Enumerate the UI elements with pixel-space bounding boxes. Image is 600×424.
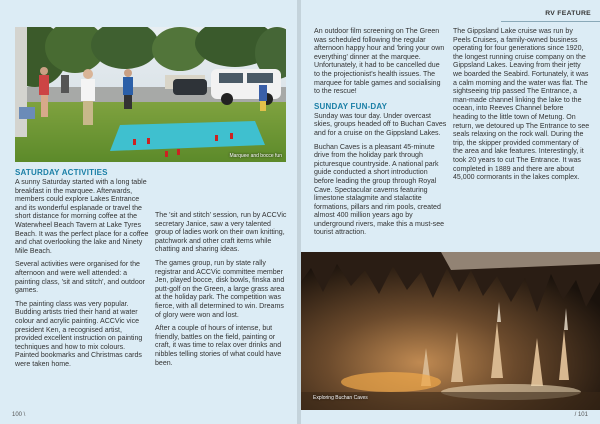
left-column-2 — [155, 212, 289, 373]
right-page — [301, 0, 600, 424]
paragraph: After a couple of hours of intense, but friendly, battles on the field, painting or craft, it was time to relax over drinks and nibbles telling stories of what could have been. — [155, 325, 282, 367]
right-column-1 — [314, 28, 447, 243]
page-number: / 101 — [574, 412, 588, 418]
photo-caption: Marquee and bocce fun — [229, 153, 282, 159]
paragraph: A sunny Saturday started with a long table breakfast in the marquee. Afterwards, members could explore Lakes Entrance and its wonderful esplanade or travel the short distance for morning coffee at the Waterwheel Beach Tavern at Lake Tyres Beach. It was the perfect place for a coffee and chat overlooking the lake and Ninety Mile Beach. — [15, 179, 149, 255]
paragraph: The games group, run by state rally registrar and ACCVic committee member Jen, played bocce, disk bowls, finska and putt-golf on the Green, a large grass area at the holiday park. The competition was fierce, with all determined to win. Dreams of glory were won and lost. — [155, 259, 285, 319]
feature-tag: RV FEATURE — [545, 10, 591, 17]
marquee-bocce-photo — [15, 27, 286, 162]
left-column-1 — [15, 168, 150, 374]
section-heading: SATURDAY ACTIVITIES — [15, 168, 108, 177]
section-heading: SUNDAY FUN-DAY — [314, 101, 388, 111]
paragraph: The painting class was very popular. Budding artists tried their hand at water colour and acrylic painting. ACCVic vice president Ken, a recognised artist, provided excellent instruction on painting techniques and how to mix colours. Painted bookmarks and Christmas cards were taken home. — [15, 300, 143, 368]
paragraph: Buchan Caves is a pleasant 45-minute drive from the holiday park through picturesque countryside. A national park guide conducted a short introduction before leading the group through Royal Cave. Spectacular caverns featuring limestone stalagmite and stalactite formations, pillars and rim pools, created almost 400 million years ago by underground rivers, make this a must-see tourist attraction. — [314, 143, 445, 237]
paragraph: Several activities were organised for the afternoon and were well attended: a painting class, 'sit and stitch', and outdoor games. — [15, 261, 146, 295]
paragraph: An outdoor film screening on The Green was scheduled following the regular afternoon happy hour and 'bring your own everything' dinner at the marquee. Unfortunately, it had to be cancelled due to the projectionist's health issues. The marquee for table games and socialising to the rescue! — [314, 28, 445, 96]
paragraph: Sunday was tour day. Under overcast skies, groups headed off to Buchan Caves and for a cruise on the Gippsland Lakes. — [314, 112, 447, 137]
paragraph: The Gippsland Lake cruise was run by Peels Cruises, a family-owned business operating for four generations since 1920, the longest running cruise company on the Gippsland Lakes. Leaving from their jetty we boarded the Seabird. Fortunately, it was a calm morning and the water was flat. The sightseeing trip passed The Entrance, a man-made channel linking the lake to the ocean, into Reeves Channel before heading to the little town of Metung. On return, we detoured up The Entrance to see seals relaxing on the rock wall. During the trip, the skipper provided commentary of the area and lake features. Interestingly, it took 20 years to cut The Entrance. It was completed in 1889 and there are about 45,000 cormorants in the lakes complex. — [453, 28, 590, 182]
left-page — [0, 0, 297, 424]
photo-caption: Exploring Buchan Caves — [313, 395, 368, 401]
right-column-2 — [453, 28, 590, 188]
outdoor-games-illustration — [15, 27, 286, 162]
paragraph: The 'sit and stitch' session, run by ACCVic secretary Janice, saw a very talented group of ladies work on their own knitting, patchwork and other craft items while chatting and sharing ideas. — [155, 212, 287, 254]
buchan-caves-photo — [301, 252, 600, 410]
page-number: 100 \ — [12, 412, 26, 418]
header-rule — [501, 21, 600, 22]
cave-illustration — [301, 252, 600, 410]
